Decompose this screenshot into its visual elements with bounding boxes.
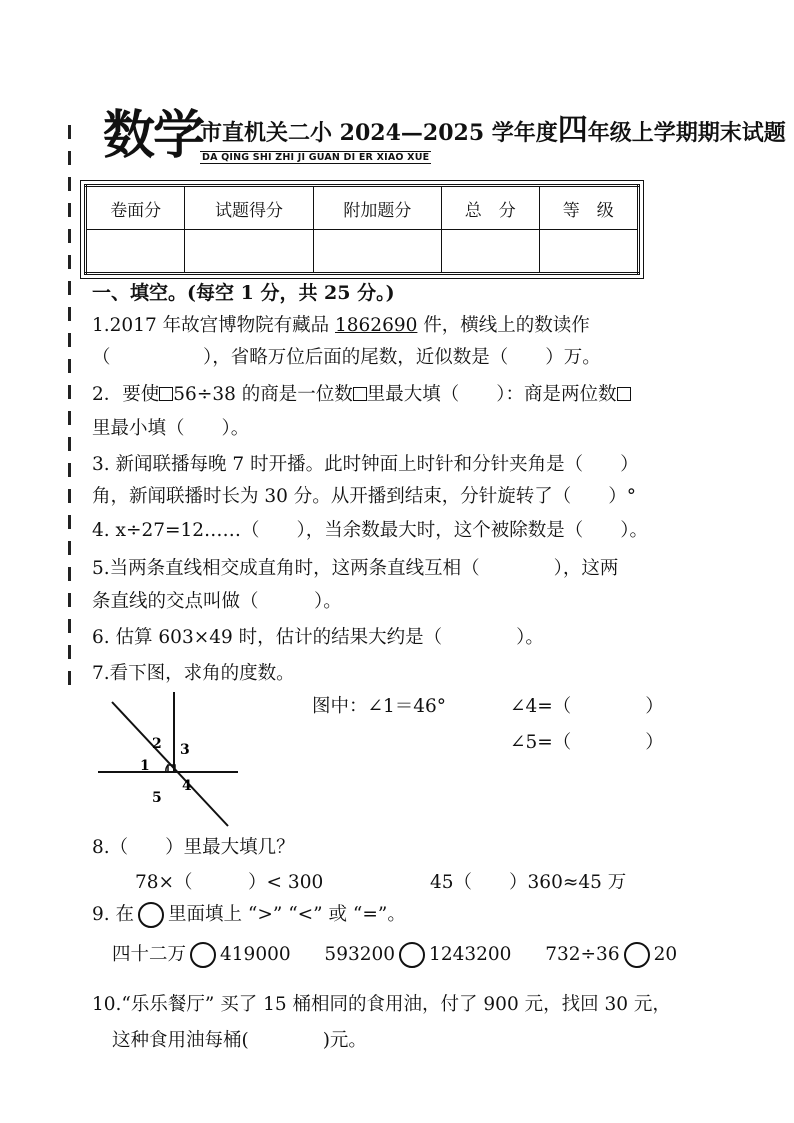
score-table	[84, 184, 640, 275]
question-2-line-2: 里最小填（ ）。	[92, 418, 250, 439]
score-cell[interactable]	[539, 230, 638, 274]
question-3-line-1: 3. 新闻联播每晚 7 时开播。此时钟面上时针和分针夹角是（ ）	[92, 454, 639, 475]
exam-title-post: 年级上学期期末试题	[587, 120, 786, 146]
binding-dashed-line	[68, 125, 71, 685]
q9-p1-left: 四十二万	[112, 944, 187, 965]
q2-text-a: 2．要使	[92, 384, 160, 405]
compare-circle-icon	[138, 902, 164, 928]
exam-title	[200, 113, 786, 148]
question-4: 4. x÷27=12……（ ），当余数最大时，这个被除数是（ ）。	[92, 520, 649, 541]
q7-given: 图中：∠1＝46°	[312, 696, 447, 717]
q7-angle-4: ∠4=（ ）	[510, 696, 664, 717]
q1-text-b: 件，横线上的数读作	[417, 315, 590, 336]
q2-text-b: 56÷38 的商是一位数	[173, 384, 353, 405]
score-header: 总 分	[441, 186, 539, 230]
question-7-title: 7.看下图，求角的度数。	[92, 663, 295, 684]
subject-title: 数学	[103, 106, 204, 166]
q7-angle-5: ∠5=（ ）	[510, 732, 664, 753]
compare-circle-input[interactable]	[399, 942, 425, 968]
q1-text-a: 1.2017 年故宫博物院有藏品	[92, 315, 335, 336]
q9-title-a: 9. 在	[92, 904, 135, 925]
question-1-line-1	[92, 313, 590, 339]
angle-label: 2	[152, 736, 162, 752]
angle-label: 4	[182, 778, 192, 794]
blank-box-icon	[159, 387, 173, 401]
slanted-line	[112, 702, 228, 826]
score-cell[interactable]	[313, 230, 441, 274]
score-header: 附加题分	[313, 186, 441, 230]
score-cell[interactable]	[441, 230, 539, 274]
question-3-line-2: 角，新闻联播时长为 30 分。从开播到结束，分针旋转了（ ）°	[92, 486, 637, 507]
angle-label: 3	[180, 742, 190, 758]
exam-title-grade: 四	[557, 113, 588, 148]
q9-title-b: 里面填上 “>” “<” 或 “=”。	[168, 904, 406, 925]
q9-comparisons	[112, 942, 677, 968]
question-6: 6. 估算 603×49 时，估计的结果大约是（ ）。	[92, 627, 544, 648]
score-header: 等 级	[539, 186, 638, 230]
section-title: 一、填空。(每空 1 分，共 25 分。)	[92, 282, 395, 304]
blank-box-icon	[353, 387, 367, 401]
score-header: 卷面分	[86, 186, 185, 230]
blank-box-icon	[617, 387, 631, 401]
q9-p2-left: 593200	[324, 944, 396, 965]
q9-p3-left: 732÷36	[545, 944, 620, 965]
exam-title-pre: 市直机关二小 2024—2025 学年度	[200, 120, 558, 146]
question-1-line-2: （ ），省略万位后面的尾数，近似数是（ ）万。	[92, 347, 601, 368]
q8-part-b: 45（ ）360≈45 万	[430, 872, 627, 893]
q2-text-c: 里最大填（ ）：商是两位数	[366, 384, 617, 405]
score-cell[interactable]	[86, 230, 185, 274]
question-2-line-1	[92, 382, 631, 408]
angle-label: 5	[152, 790, 162, 806]
score-header: 试题得分	[185, 186, 313, 230]
q8-part-a: 78×（ ）< 300	[135, 872, 324, 893]
school-pinyin: DA QING SHI ZHI JI GUAN DI ER XIAO XUE	[202, 152, 430, 163]
compare-circle-input[interactable]	[190, 942, 216, 968]
question-5-line-1: 5.当两条直线相交成直角时，这两条直线互相（ ），这两	[92, 558, 619, 579]
q9-p2-right: 1243200	[429, 944, 512, 965]
question-8-title: 8.（ ）里最大填几？	[92, 837, 295, 858]
compare-circle-input[interactable]	[624, 942, 650, 968]
score-table-header-row	[86, 186, 639, 230]
question-10-line-2: 这种食用油每桶( )元。	[112, 1030, 367, 1051]
angle-diagram	[92, 690, 242, 830]
question-10-line-1: 10.“乐乐餐厅” 买了 15 桶相同的食用油，付了 900 元，找回 30 元，	[92, 994, 671, 1015]
angle-label: 1	[140, 758, 150, 774]
score-cell[interactable]	[185, 230, 313, 274]
question-5-line-2: 条直线的交点叫做（ ）。	[92, 591, 342, 612]
q9-p3-right: 20	[653, 944, 678, 965]
q1-underlined-number: 1862690	[335, 315, 418, 336]
q9-p1-right: 419000	[220, 944, 291, 965]
question-9-title	[92, 902, 406, 928]
score-table-input-row	[86, 230, 639, 274]
